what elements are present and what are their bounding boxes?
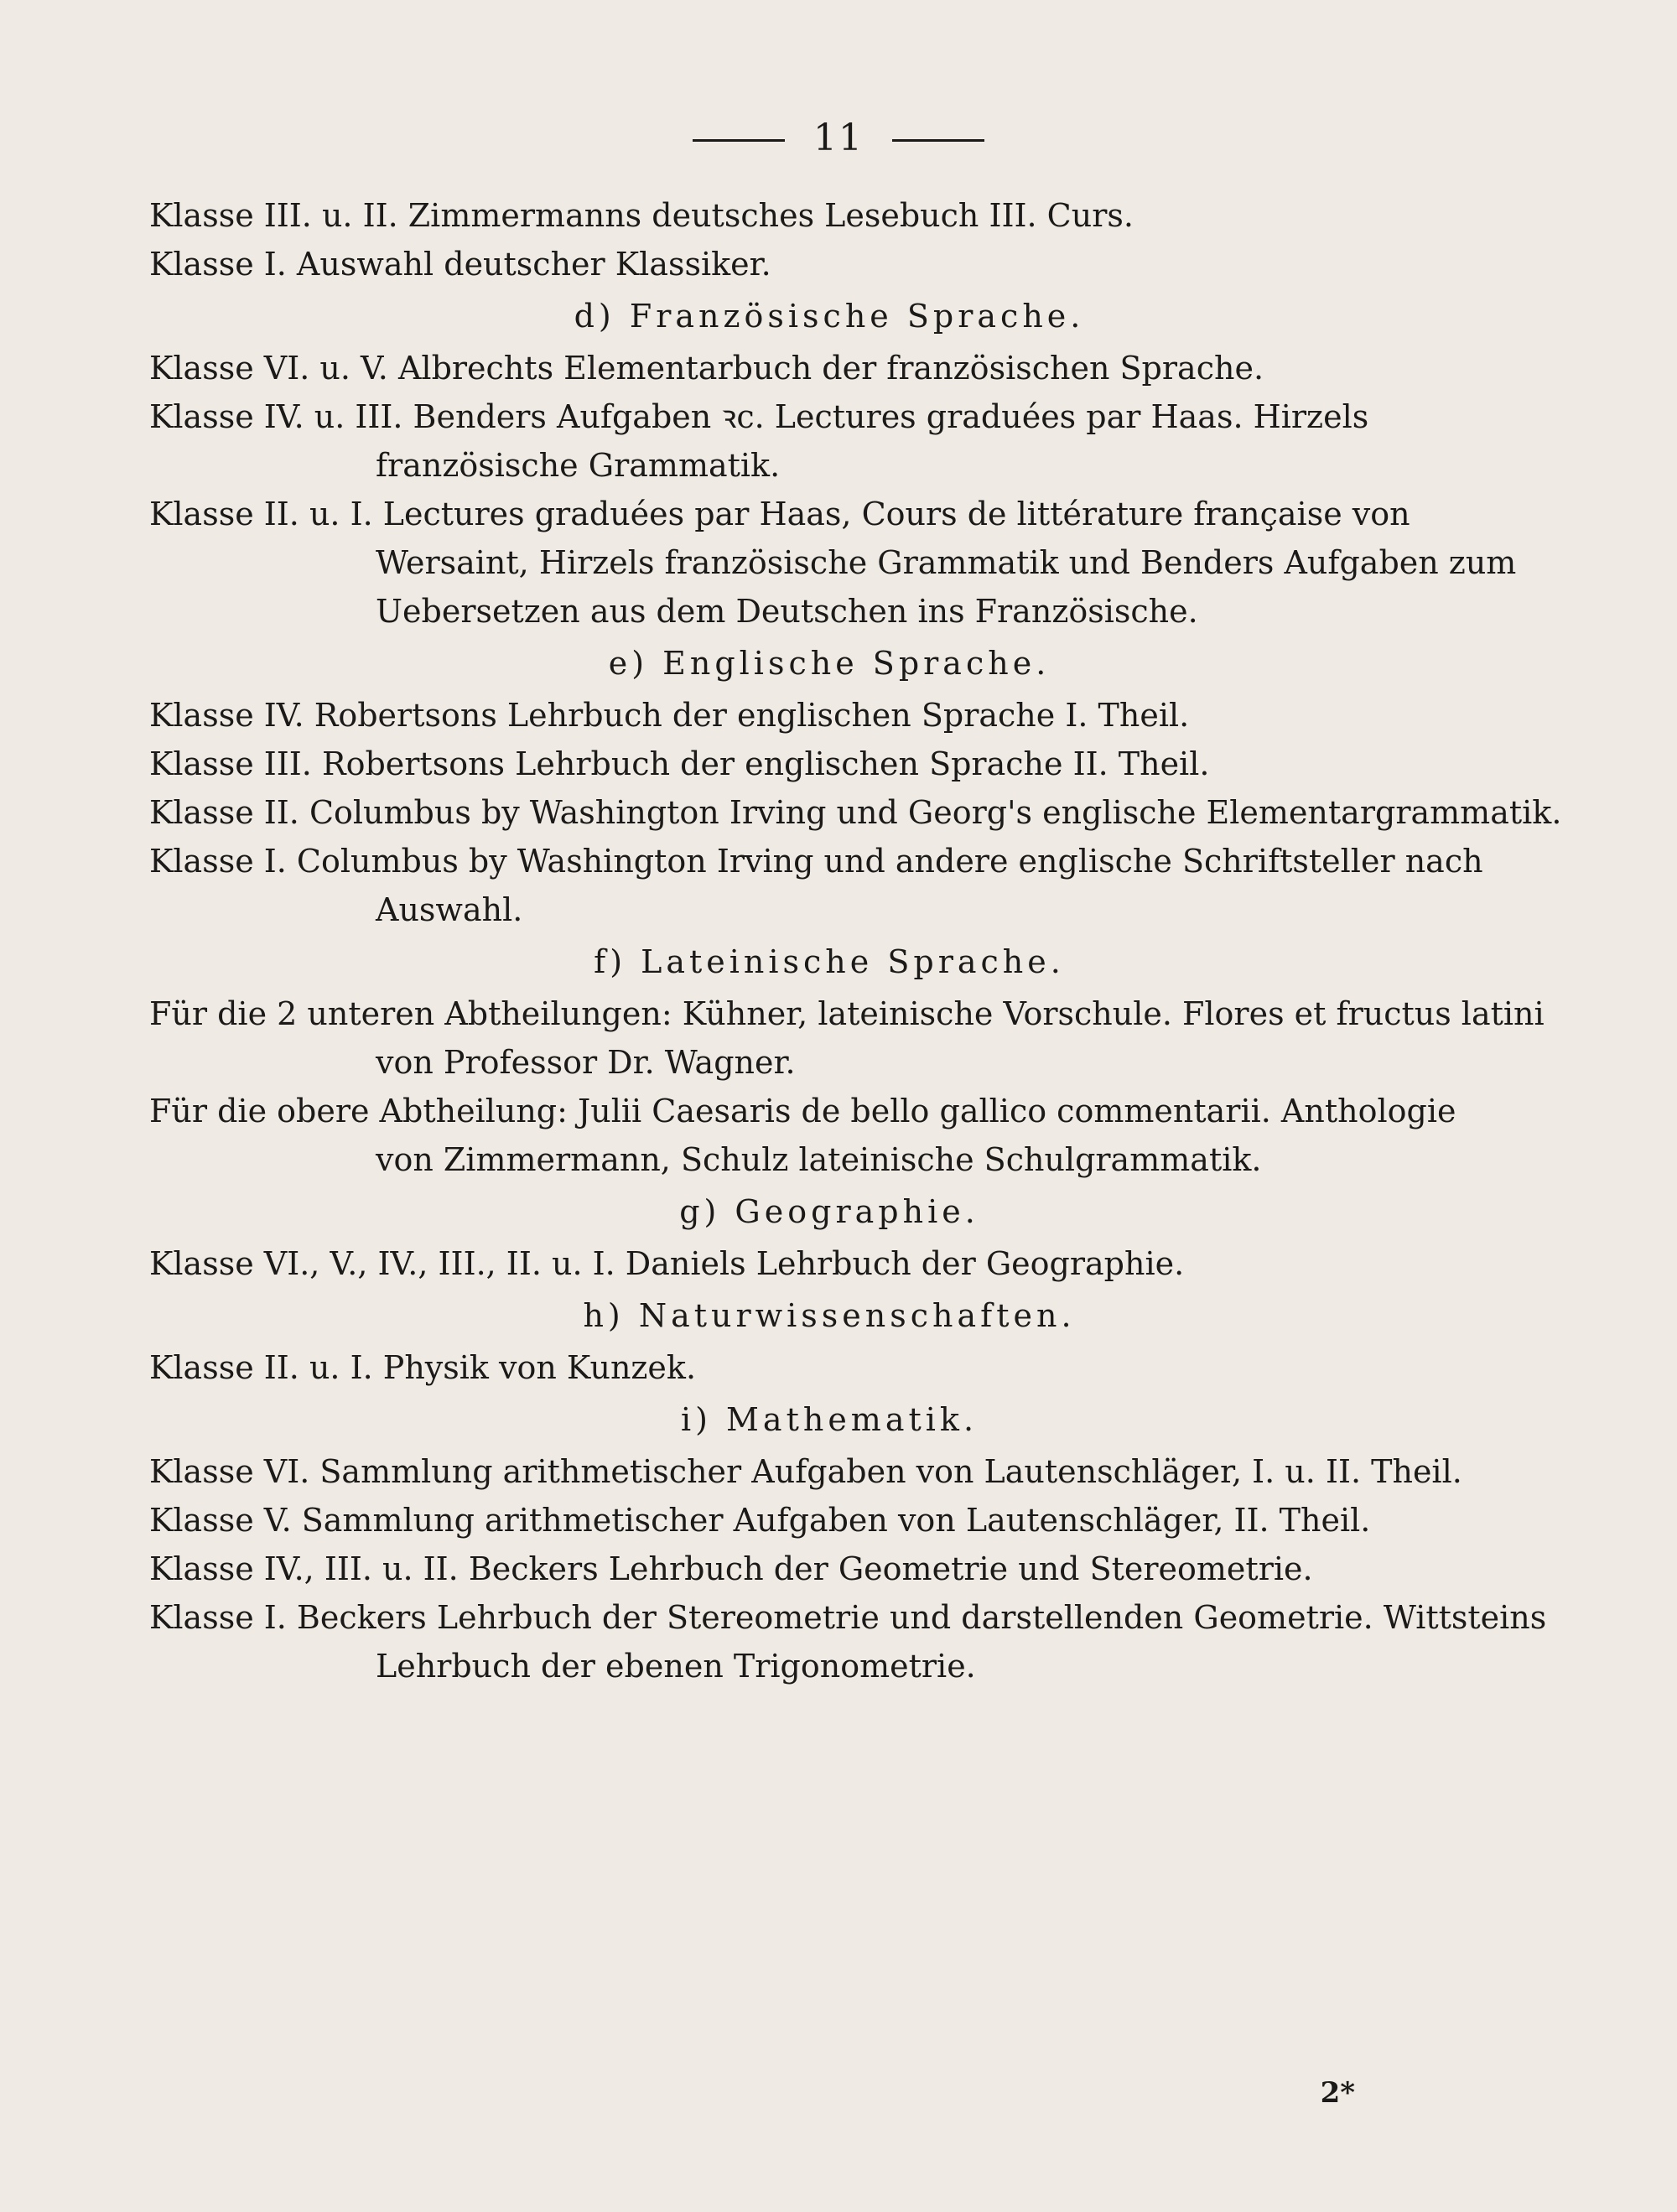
book-entry: Klasse II. u. I. Lectures graduées par Haas, Cours de littérature française von — [149, 496, 1410, 532]
book-list — [149, 191, 1562, 1690]
book-entry: Klasse II. Columbus by Washington Irving und Georg's englische Elementargrammatik. — [149, 794, 1562, 831]
book-entry: Klasse IV., III. u. II. Beckers Lehrbuch der Geometrie und Stereometrie. — [149, 1550, 1313, 1587]
book-entry: Klasse IV. Robertsons Lehrbuch der englischen Sprache I. Theil. — [149, 697, 1190, 734]
book-entry: Klasse IV. u. III. Benders Aufgaben ꝛc. Lectures graduées par Haas. Hirzels — [149, 398, 1369, 435]
header-rule-right — [892, 139, 984, 142]
book-entry: Klasse I. Auswahl deutscher Klassiker. — [149, 246, 771, 283]
continuation-line: von Professor Dr. Wagner. — [376, 1044, 796, 1081]
continuation-line: französische Grammatik. — [376, 447, 781, 484]
book-entry: Klasse III. u. II. Zimmermanns deutsches Lesebuch III. Curs. — [149, 197, 1134, 234]
book-entry: Klasse VI., V., IV., III., II. u. I. Daniels Lehrbuch der Geographie. — [149, 1245, 1185, 1282]
book-entry: Klasse V. Sammlung arithmetischer Aufgaben von Lautenschläger, II. Theil. — [149, 1502, 1371, 1539]
section-heading: e) Englische Sprache. — [608, 645, 1051, 682]
section-heading: f) Lateinische Sprache. — [594, 943, 1065, 980]
page-header — [0, 117, 1677, 159]
book-entry: Klasse I. Columbus by Washington Irving und andere englische Schriftsteller nach — [149, 843, 1483, 880]
page-number: 11 — [813, 117, 864, 159]
header-rule-left — [693, 139, 785, 142]
continuation-line: Lehrbuch der ebenen Trigonometrie. — [376, 1648, 976, 1685]
book-entry: Klasse VI. u. V. Albrechts Elementarbuch der französischen Sprache. — [149, 350, 1264, 387]
book-entry: Klasse I. Beckers Lehrbuch der Stereometrie und darstellenden Geometrie. Wittsteins — [149, 1599, 1547, 1636]
signature-mark: 2* — [1320, 2076, 1355, 2110]
book-entry: Für die 2 unteren Abtheilungen: Kühner, lateinische Vorschule. Flores et fructus latini — [149, 995, 1545, 1032]
continuation-line: Wersaint, Hirzels französische Grammatik und Benders Aufgaben zum — [376, 544, 1517, 581]
continuation-line: Uebersetzen aus dem Deutschen ins Französische. — [376, 593, 1198, 630]
continuation-line: von Zimmermann, Schulz lateinische Schulgrammatik. — [376, 1141, 1262, 1178]
continuation-line: Auswahl. — [376, 891, 523, 928]
section-heading: d) Französische Sprache. — [574, 298, 1085, 335]
book-entry: Klasse II. u. I. Physik von Kunzek. — [149, 1349, 697, 1386]
section-heading: h) Naturwissenschaften. — [583, 1297, 1076, 1334]
section-heading: g) Geographie. — [679, 1193, 979, 1230]
book-entry: Klasse III. Robertsons Lehrbuch der englischen Sprache II. Theil. — [149, 745, 1210, 782]
book-entry: Für die obere Abtheilung: Julii Caesaris de bello gallico commentarii. Anthologie — [149, 1093, 1456, 1129]
section-heading: i) Mathematik. — [680, 1401, 979, 1438]
book-entry: Klasse VI. Sammlung arithmetischer Aufgaben von Lautenschläger, I. u. II. Theil. — [149, 1453, 1462, 1490]
